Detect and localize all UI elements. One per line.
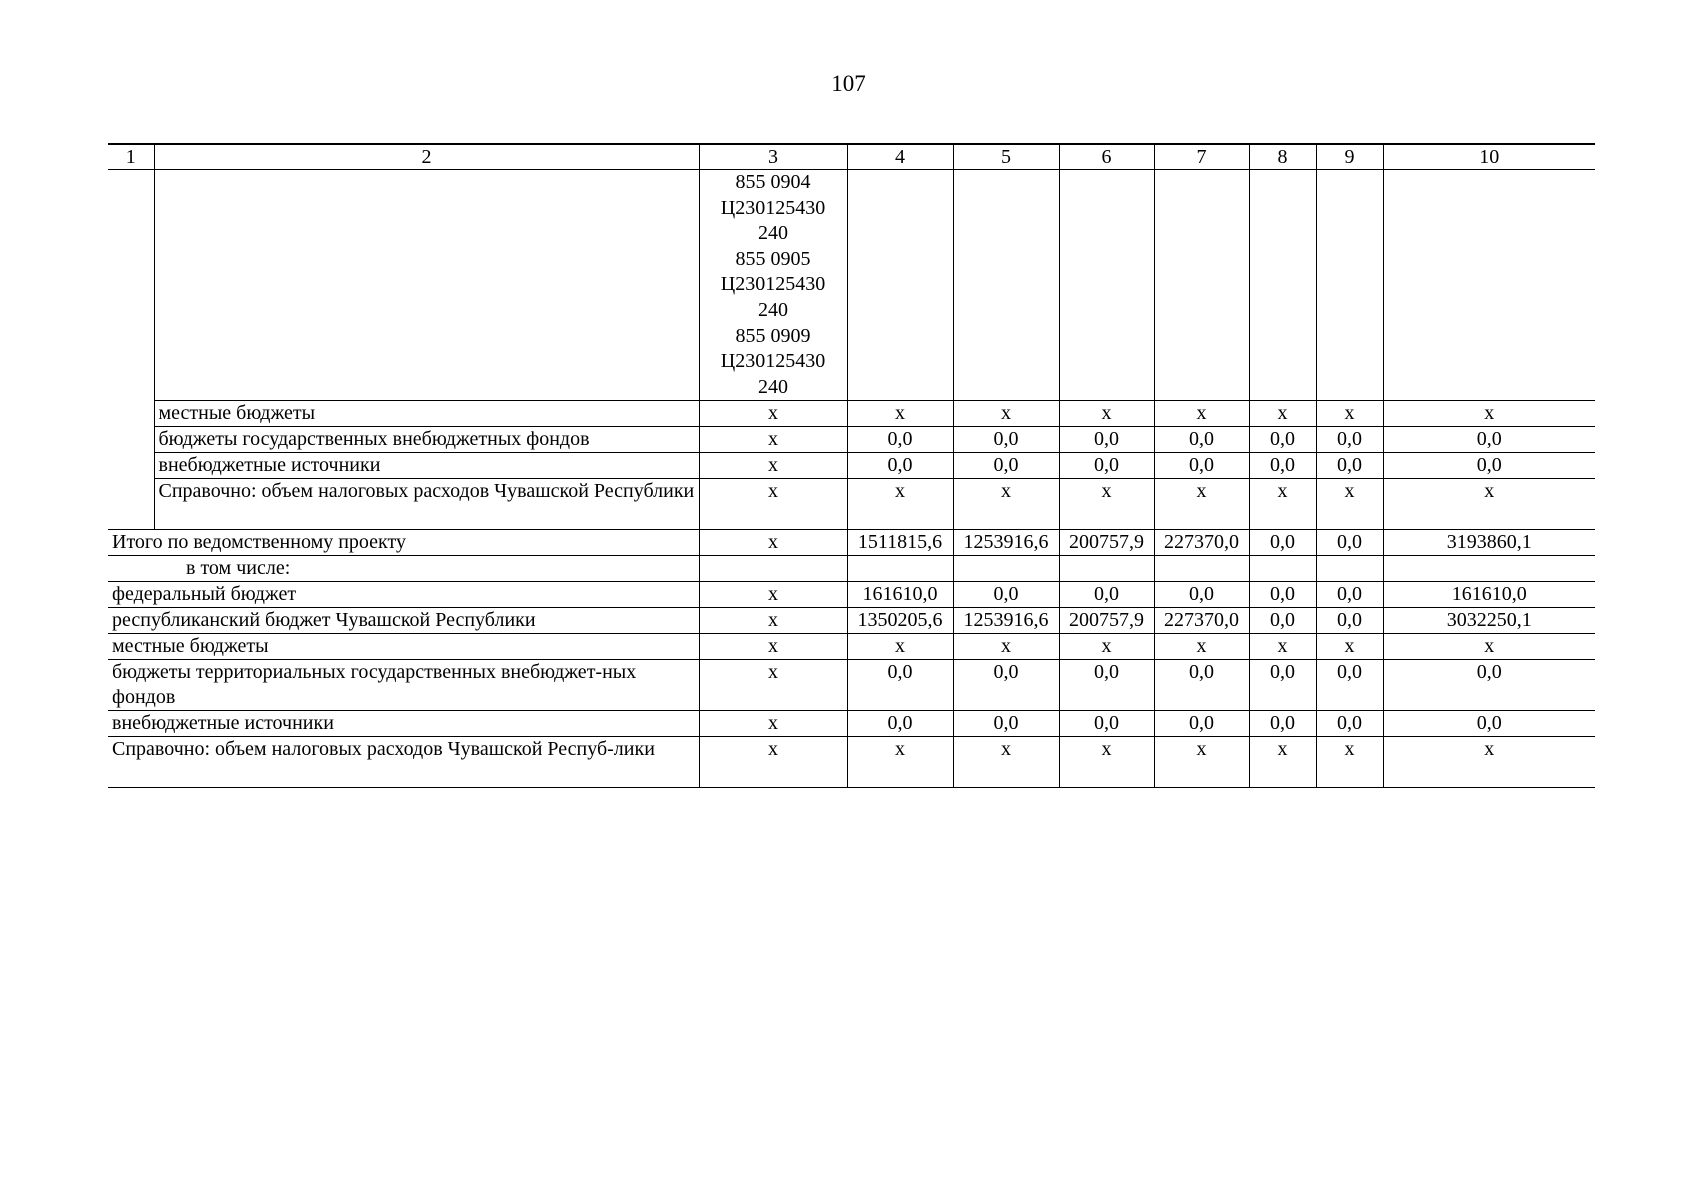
- empty-cell: [953, 170, 1059, 401]
- row-label: внебюджетные источники: [108, 711, 699, 737]
- value-cell: x: [1249, 634, 1316, 660]
- value-cell: 0,0: [1316, 453, 1383, 479]
- table-row: [108, 660, 1595, 711]
- row-label: бюджеты государственных внебюджетных фондов: [154, 427, 699, 453]
- value-cell: x: [1316, 401, 1383, 427]
- value-cell: 0,0: [1059, 453, 1154, 479]
- value-cell: 0,0: [953, 660, 1059, 711]
- value-cell: 0,0: [1154, 660, 1249, 711]
- budget-table: [108, 143, 1595, 788]
- value-cell: 0,0: [1154, 711, 1249, 737]
- column-number: 7: [1154, 144, 1249, 170]
- value-cell: x: [699, 453, 847, 479]
- value-cell: x: [1059, 479, 1154, 530]
- value-cell: x: [1154, 634, 1249, 660]
- value-cell: 0,0: [953, 453, 1059, 479]
- value-cell: 200757,9: [1059, 608, 1154, 634]
- value-cell: 0,0: [1383, 453, 1595, 479]
- column-number: 4: [847, 144, 953, 170]
- column-number: 5: [953, 144, 1059, 170]
- empty-cell: [108, 170, 154, 530]
- column-number: 9: [1316, 144, 1383, 170]
- value-cell: 0,0: [1154, 453, 1249, 479]
- value-cell: 200757,9: [1059, 530, 1154, 556]
- value-cell: 161610,0: [847, 582, 953, 608]
- value-cell: 0,0: [1249, 453, 1316, 479]
- value-cell: 227370,0: [1154, 608, 1249, 634]
- column-number-row: [108, 144, 1595, 170]
- value-cell: x: [953, 479, 1059, 530]
- budget-code: Ц230125430: [720, 273, 826, 296]
- value-cell: x: [699, 401, 847, 427]
- column-number: 1: [108, 144, 154, 170]
- empty-cell: [1154, 170, 1249, 401]
- table-row: [108, 737, 1595, 788]
- value-cell: 0,0: [1316, 427, 1383, 453]
- table-row: [108, 170, 1595, 401]
- budget-code: Ц230125430: [720, 350, 826, 373]
- value-cell: x: [1383, 737, 1595, 788]
- value-cell: x: [699, 737, 847, 788]
- value-cell: x: [699, 608, 847, 634]
- value-cell: 0,0: [1249, 660, 1316, 711]
- value-cell: x: [953, 737, 1059, 788]
- value-cell: 1253916,6: [953, 530, 1059, 556]
- value-cell: x: [699, 427, 847, 453]
- value-cell: 0,0: [1059, 660, 1154, 711]
- row-label: местные бюджеты: [154, 401, 699, 427]
- table-row: [108, 608, 1595, 634]
- subheading-row: [108, 556, 1595, 582]
- table-row: [108, 479, 1595, 530]
- row-label: Итого по ведомственному проекту: [108, 530, 699, 556]
- value-cell: 0,0: [1383, 660, 1595, 711]
- page-number: 107: [831, 71, 866, 96]
- budget-code: 240: [758, 375, 788, 398]
- value-cell: 161610,0: [1383, 582, 1595, 608]
- value-cell: x: [699, 479, 847, 530]
- row-label: Справочно: объем налоговых расходов Чувашской Респуб-лики: [108, 737, 699, 788]
- value-cell: 0,0: [1316, 711, 1383, 737]
- row-label: внебюджетные источники: [154, 453, 699, 479]
- value-cell: 0,0: [1249, 427, 1316, 453]
- empty-cell: [847, 170, 953, 401]
- empty-cell: [1059, 556, 1154, 582]
- value-cell: 0,0: [953, 427, 1059, 453]
- table-row: [108, 711, 1595, 737]
- empty-cell: [1249, 170, 1316, 401]
- value-cell: 0,0: [1059, 427, 1154, 453]
- value-cell: x: [847, 737, 953, 788]
- empty-cell: [1383, 556, 1595, 582]
- value-cell: 0,0: [1316, 608, 1383, 634]
- value-cell: x: [1154, 737, 1249, 788]
- value-cell: x: [1383, 634, 1595, 660]
- empty-cell: [699, 556, 847, 582]
- budget-code: 240: [758, 298, 788, 321]
- value-cell: x: [1316, 634, 1383, 660]
- value-cell: 0,0: [1249, 711, 1316, 737]
- value-cell: x: [699, 711, 847, 737]
- value-cell: 0,0: [1059, 711, 1154, 737]
- value-cell: 227370,0: [1154, 530, 1249, 556]
- value-cell: x: [699, 634, 847, 660]
- value-cell: x: [1383, 401, 1595, 427]
- value-cell: 0,0: [1154, 427, 1249, 453]
- value-cell: x: [953, 401, 1059, 427]
- value-cell: x: [1154, 479, 1249, 530]
- column-number: 10: [1383, 144, 1595, 170]
- value-cell: x: [1249, 401, 1316, 427]
- table-row: [108, 582, 1595, 608]
- value-cell: x: [699, 660, 847, 711]
- value-cell: 0,0: [1383, 427, 1595, 453]
- value-cell: x: [1316, 479, 1383, 530]
- value-cell: 0,0: [847, 660, 953, 711]
- value-cell: 1253916,6: [953, 608, 1059, 634]
- empty-cell: [1383, 170, 1595, 401]
- column-number: 8: [1249, 144, 1316, 170]
- value-cell: x: [847, 401, 953, 427]
- value-cell: 3032250,1: [1383, 608, 1595, 634]
- row-label: республиканский бюджет Чувашской Республики: [108, 608, 699, 634]
- value-cell: 0,0: [953, 582, 1059, 608]
- value-cell: x: [699, 582, 847, 608]
- empty-cell: [1316, 170, 1383, 401]
- table-row: [108, 427, 1595, 453]
- value-cell: 0,0: [1154, 582, 1249, 608]
- value-cell: x: [847, 634, 953, 660]
- row-label: федеральный бюджет: [108, 582, 699, 608]
- value-cell: 0,0: [1249, 608, 1316, 634]
- budget-code: 240: [758, 222, 788, 245]
- value-cell: 1350205,6: [847, 608, 953, 634]
- value-cell: 0,0: [847, 711, 953, 737]
- row-label: местные бюджеты: [108, 634, 699, 660]
- budget-code: Ц230125430: [720, 196, 826, 219]
- value-cell: x: [1059, 634, 1154, 660]
- budget-code: 855 0905: [735, 247, 811, 270]
- value-cell: x: [1249, 479, 1316, 530]
- value-cell: x: [699, 530, 847, 556]
- value-cell: x: [1059, 737, 1154, 788]
- empty-cell: [1154, 556, 1249, 582]
- budget-code: 855 0909: [735, 324, 811, 347]
- value-cell: x: [1316, 737, 1383, 788]
- value-cell: x: [847, 479, 953, 530]
- value-cell: 0,0: [1383, 711, 1595, 737]
- row-label: Справочно: объем налоговых расходов Чувашской Республики: [154, 479, 699, 530]
- empty-cell: [154, 170, 699, 401]
- column-number: 6: [1059, 144, 1154, 170]
- value-cell: 0,0: [1249, 582, 1316, 608]
- value-cell: 0,0: [1316, 660, 1383, 711]
- empty-cell: [1249, 556, 1316, 582]
- value-cell: x: [1059, 401, 1154, 427]
- value-cell: 3193860,1: [1383, 530, 1595, 556]
- value-cell: 0,0: [953, 711, 1059, 737]
- value-cell: x: [1249, 737, 1316, 788]
- value-cell: 0,0: [1059, 582, 1154, 608]
- value-cell: 1511815,6: [847, 530, 953, 556]
- column-number: 2: [154, 144, 699, 170]
- value-cell: x: [1154, 401, 1249, 427]
- column-number: 3: [699, 144, 847, 170]
- empty-cell: [1316, 556, 1383, 582]
- value-cell: 0,0: [1249, 530, 1316, 556]
- budget-code: 855 0904: [735, 171, 811, 193]
- total-row: [108, 530, 1595, 556]
- budget-code-cell: [699, 170, 847, 401]
- value-cell: 0,0: [1316, 530, 1383, 556]
- value-cell: 0,0: [1316, 582, 1383, 608]
- table-row: [108, 634, 1595, 660]
- table-row: [108, 453, 1595, 479]
- table-row: [108, 401, 1595, 427]
- value-cell: 0,0: [847, 427, 953, 453]
- row-label: бюджеты территориальных государственных внебюджет-ных фондов: [108, 660, 699, 711]
- empty-cell: [1059, 170, 1154, 401]
- value-cell: x: [1383, 479, 1595, 530]
- value-cell: 0,0: [847, 453, 953, 479]
- empty-cell: [847, 556, 953, 582]
- value-cell: x: [953, 634, 1059, 660]
- subheading: в том числе:: [108, 556, 699, 582]
- empty-cell: [953, 556, 1059, 582]
